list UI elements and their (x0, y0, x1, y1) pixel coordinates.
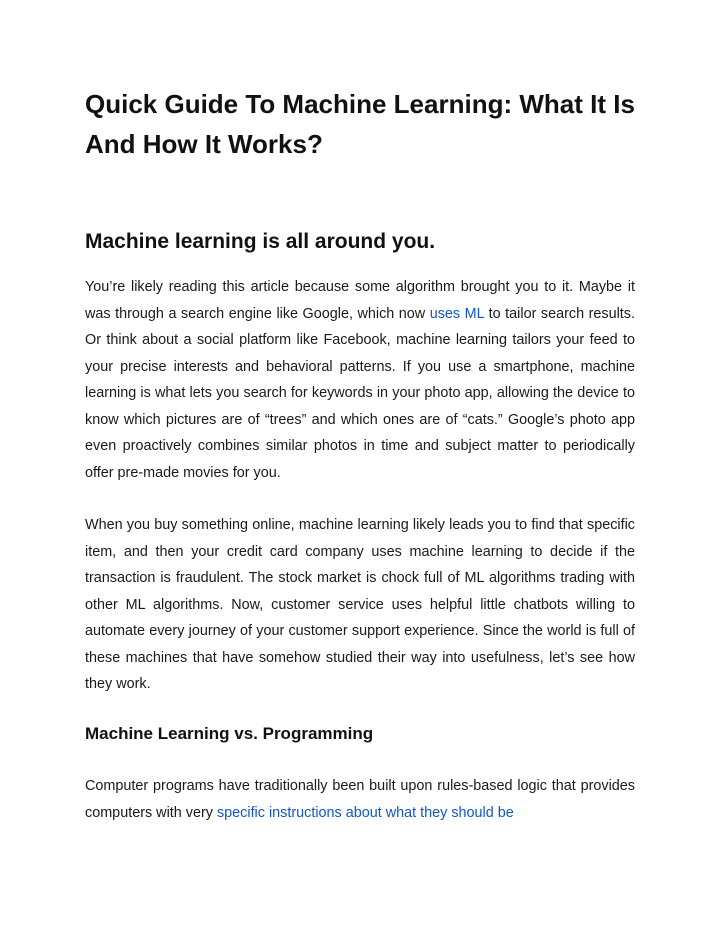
section-heading-ml-vs-programming: Machine Learning vs. Programming (85, 724, 374, 743)
section-heading-all-around-you: Machine learning is all around you. (85, 230, 436, 253)
paragraph-intro-text-after: to tailor search results. Or think about a social platform like Facebook, machine learning tailors your feed to your precise interests and behavioral patterns. If you use a smartphone, machine learning is what lets you search for keywords in your photo app, allowing the device to know which pictures are of “trees” and which ones are of “cats.” Google’s photo app even proactively combines similar photos in time and subject matter to periodically offer pre-made movies for you. (85, 305, 635, 481)
specific-instructions-link[interactable]: specific instructions about what they should be (216, 804, 514, 821)
paragraph-intro-text-before: You’re likely reading this article because some algorithm brought you to it. Maybe it was through a search engine like Google, which now (85, 279, 635, 322)
paragraph-programs (85, 773, 635, 826)
paragraph-online-shopping: When you buy something online, machine learning likely leads you to find that specific item, and then your credit card company uses machine learning to decide if the transaction is fraudulent. The stock market is chock full of ML algorithms trading with other ML algorithms. Now, customer service uses helpful little chatbots willing to automate every journey of your customer support experience. Since the world is full of these machines that have somehow studied their way into usefulness, let’s see how they work. (85, 517, 635, 692)
uses-ml-link[interactable]: uses ML (429, 305, 485, 322)
paragraph-programs-text-before: Computer programs have traditionally been built upon rules-based logic that provides computers with very (85, 778, 635, 821)
paragraph-intro (85, 274, 635, 486)
document-title: Quick Guide To Machine Learning: What It Is And How It Works? (85, 89, 635, 159)
